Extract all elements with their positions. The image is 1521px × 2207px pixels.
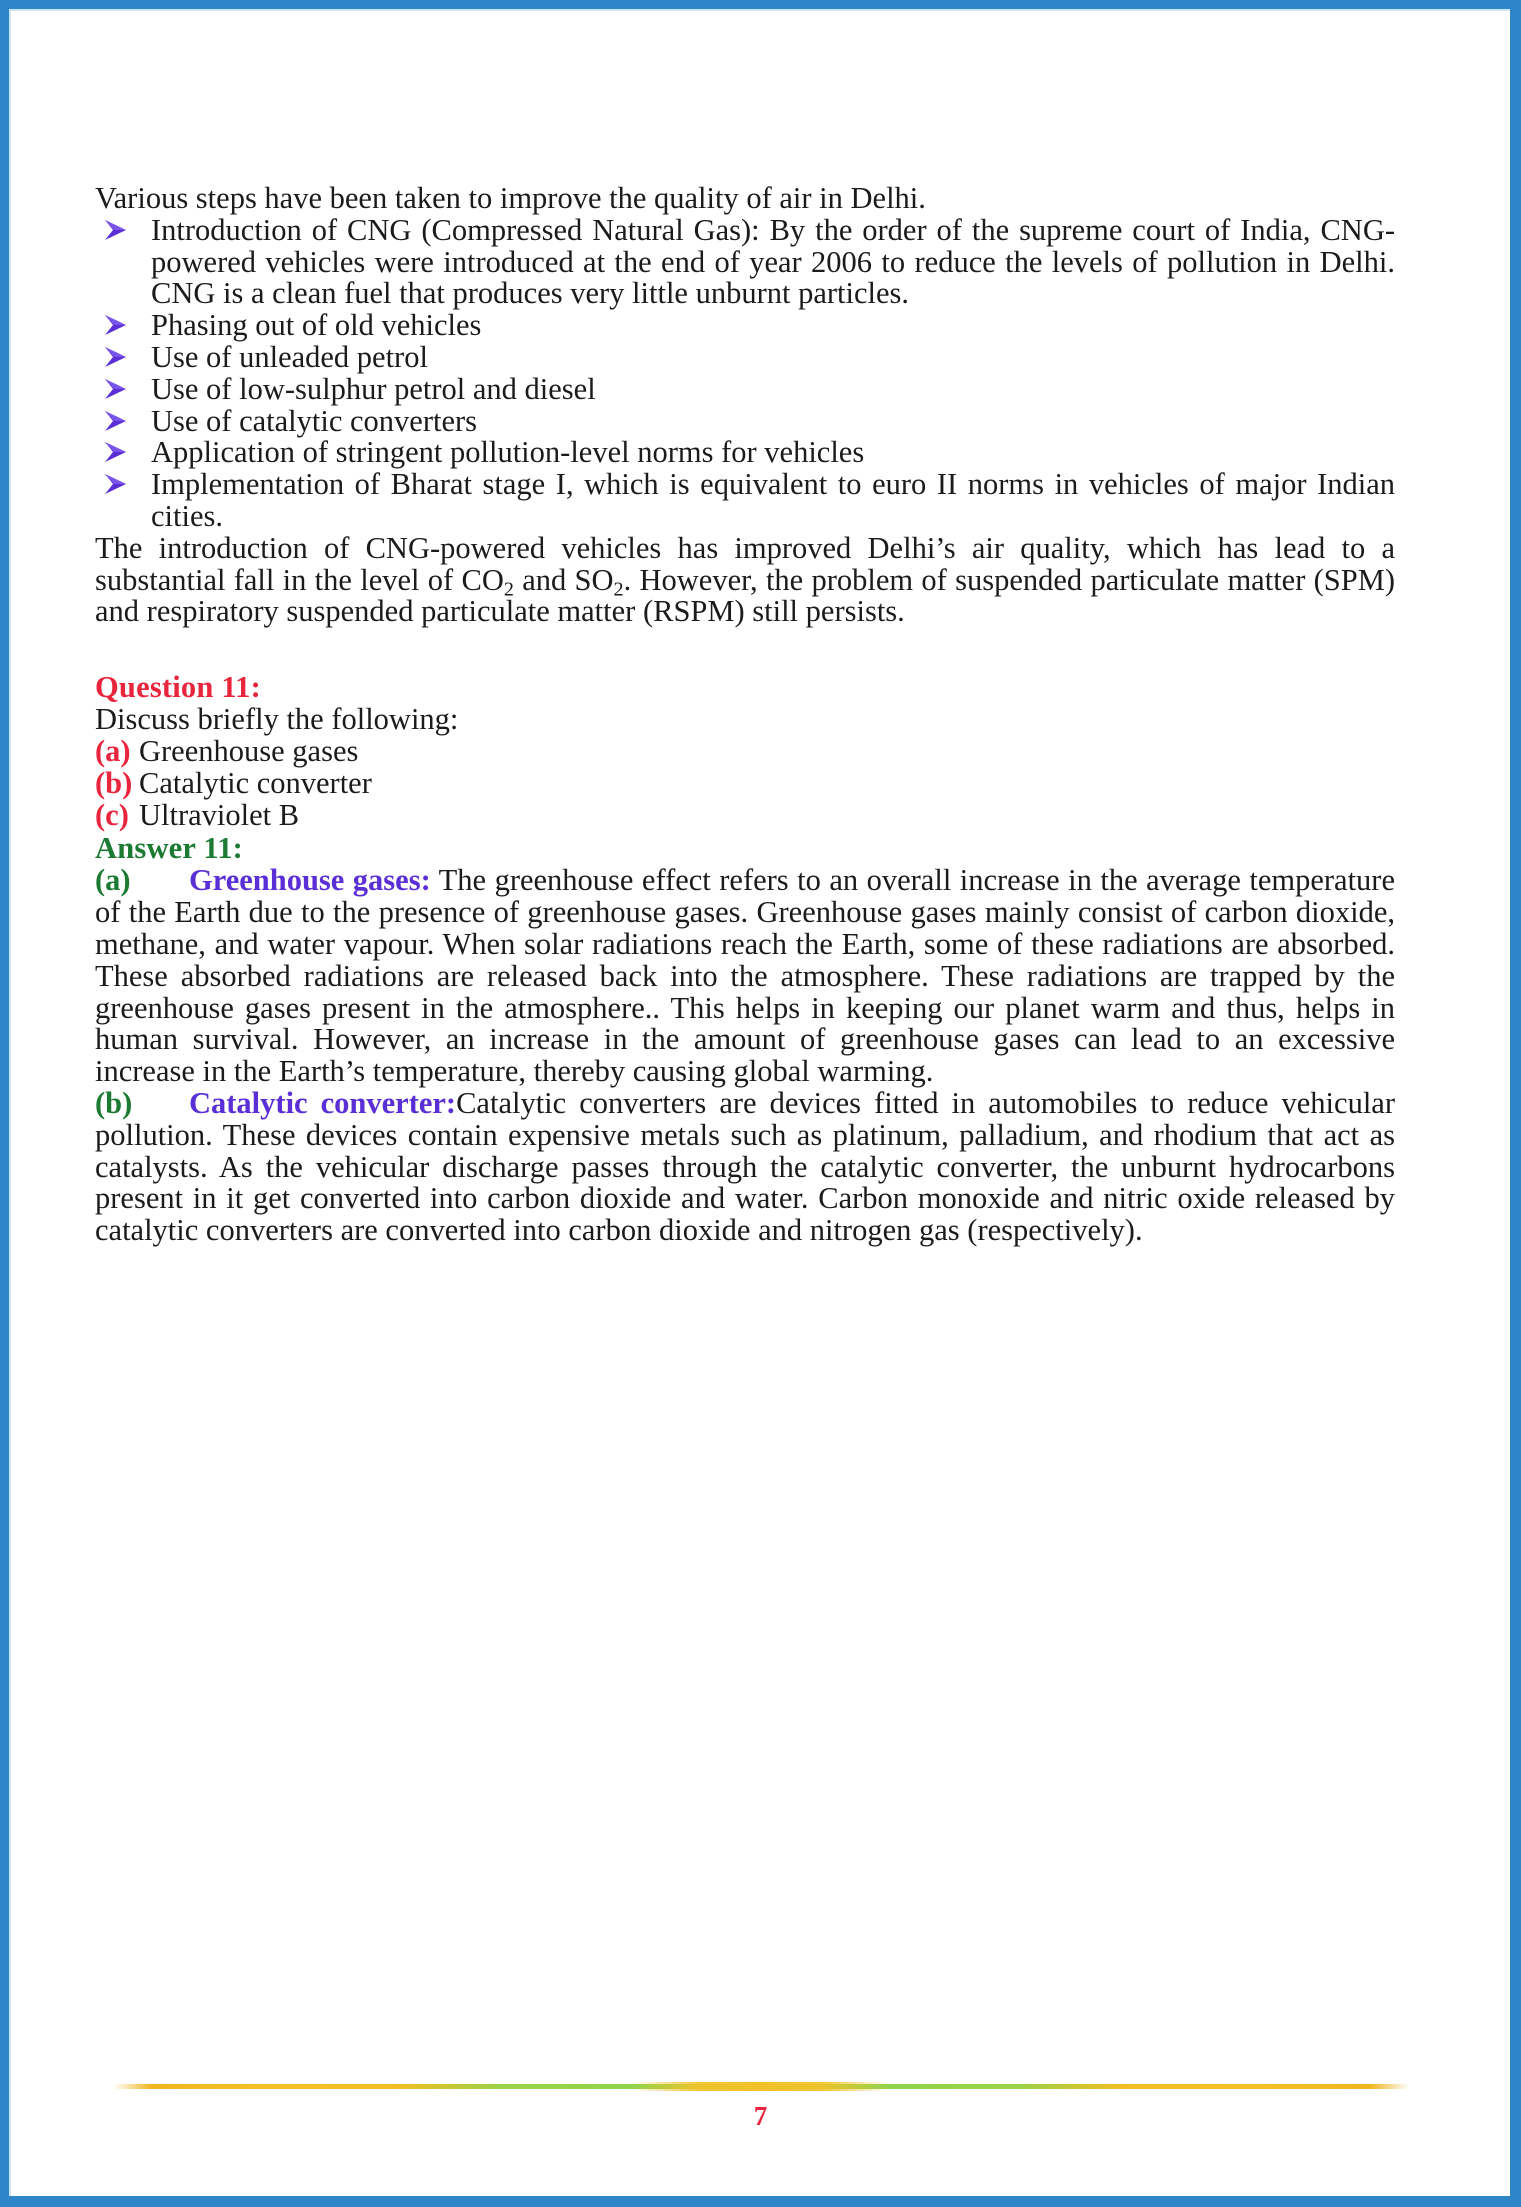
co2-subscript: 2	[503, 578, 514, 601]
arrow-bullet-icon	[102, 438, 132, 466]
section-spacer	[95, 628, 1395, 670]
list-item	[95, 403, 1395, 438]
list-item-label: Application of stringent pollution-level norms for vehicles	[151, 435, 865, 470]
intro-lead-paragraph: Various steps have been taken to improve the quality of air in Delhi.	[95, 181, 926, 215]
question-heading: Question 11:	[95, 670, 261, 705]
list-item-label: Use of low-sulphur petrol and diesel	[151, 371, 596, 406]
list-item-label: Introduction of CNG (Compressed Natural Gas): By the order of the supreme court of India, CNG-powered vehicles were introduced at the end of year 2006 to reduce the levels of pollution in Delhi. CNG is a clean fuel that produces very little unburnt particles.	[151, 212, 1395, 311]
arrow-bullet-icon	[102, 343, 132, 371]
list-item-label: Phasing out of old vehicles	[151, 308, 482, 343]
answer-heading: Answer 11:	[95, 831, 244, 866]
question-option-text: Greenhouse gases	[139, 733, 359, 768]
closing-text-part-1: The introduction of CNG-powered vehicles has improved Delhi’s air quality, which has lead to a substantial fall in the level of CO	[95, 530, 1395, 597]
question-option-label: (c)	[95, 797, 129, 832]
question-option-b	[95, 765, 1395, 800]
page-number: 7	[753, 2101, 768, 2131]
air-quality-measures-list	[95, 212, 1395, 533]
question-option-text: Catalytic converter	[139, 765, 372, 800]
list-item-label: Use of catalytic converters	[151, 403, 478, 438]
list-item	[95, 371, 1395, 406]
so2-subscript: 2	[613, 578, 624, 601]
list-item-label: Implementation of Bharat stage I, which is equivalent to euro II norms in vehicles of major Indian cities.	[151, 467, 1395, 533]
list-item	[95, 437, 1395, 469]
answer-part-term: Catalytic converter:	[189, 1085, 457, 1120]
list-item	[95, 310, 1395, 342]
list-item	[95, 212, 1395, 311]
page-sheet	[9, 9, 1510, 2196]
answer-part-label: (a)	[95, 863, 131, 898]
question-option-a	[95, 733, 1395, 768]
intro-closing-paragraph	[95, 530, 1396, 629]
question-option-label: (a)	[95, 733, 131, 768]
arrow-bullet-icon	[102, 216, 132, 244]
closing-text-part-2: and SO	[513, 562, 614, 597]
page-footer	[11, 2079, 1510, 2132]
list-item	[95, 469, 1395, 533]
question-option-label: (b)	[95, 765, 133, 800]
question-option-c	[95, 797, 1395, 832]
question-prompt: Discuss briefly the following:	[95, 702, 459, 737]
list-item-label: Use of unleaded petrol	[151, 339, 428, 374]
answer-part-term: Greenhouse gases:	[189, 863, 431, 898]
arrow-bullet-icon	[102, 311, 132, 339]
arrow-bullet-icon	[102, 407, 132, 435]
arrow-bullet-icon	[102, 375, 132, 403]
question-option-text: Ultraviolet B	[139, 797, 300, 832]
footer-divider	[113, 2079, 1409, 2093]
arrow-bullet-icon	[102, 470, 132, 498]
answer-part-a	[95, 865, 1395, 1088]
list-item	[95, 339, 1395, 374]
document-content	[95, 183, 1395, 1247]
answer-part-b	[95, 1085, 1395, 1248]
divider-bar-swell	[631, 2082, 890, 2091]
closing-text-part-3: . However, the problem of suspended particulate matter (SPM) and respiratory suspended particulate matter (RSPM) still persists.	[95, 562, 1396, 629]
answer-part-body: The greenhouse effect refers to an overall increase in the average temperature of the Earth due to the presence of greenhouse gases. Greenhouse gases mainly consist of carbon dioxide, methane, and water vapour. When solar radiations reach the Earth, some of these radiations are absorbed. These absorbed radiations are released back into the atmosphere. These radiations are trapped by the greenhouse gases present in the atmosphere.. This helps in keeping our planet warm and thus, helps in human survival. However, an increase in the amount of greenhouse gases can lead to an excessive increase in the Earth’s temperature, thereby causing global warming.	[95, 863, 1395, 1089]
answer-part-label: (b)	[95, 1085, 133, 1120]
answer-part-body: Catalytic converters are devices fitted in automobiles to reduce vehicular pollution. These devices contain expensive metals such as platinum, palladium, and rhodium that act as catalysts. As the vehicular discharge passes through the catalytic converter, the unburnt hydrocarbons present in it get converted into carbon dioxide and water. Carbon monoxide and nitric oxide released by catalytic converters are converted into carbon dioxide and nitrogen gas (respectively).	[95, 1085, 1395, 1248]
